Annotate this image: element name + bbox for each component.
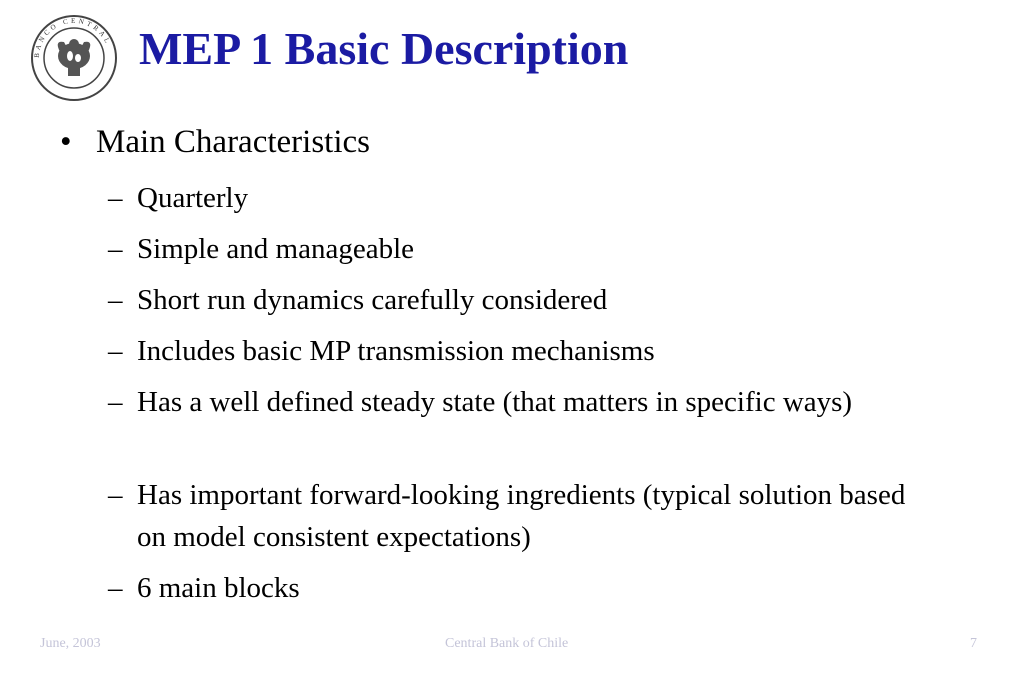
sub-item (108, 279, 937, 321)
sub-item-text: Includes basic MP transmission mechanisms (137, 335, 655, 367)
dash-symbol: – (108, 284, 123, 316)
main-bullet-label: Main Characteristics (96, 124, 370, 160)
bank-seal-logo (30, 14, 118, 102)
sub-item (108, 474, 937, 558)
sub-item-text: Short run dynamics carefully considered (137, 284, 608, 316)
sub-item-text: 6 main blocks (137, 572, 300, 604)
bullet-symbol: • (60, 124, 72, 160)
sub-item-text: Quarterly (137, 182, 249, 214)
footer-date: June, 2003 (40, 636, 101, 651)
sub-item-text: Has important forward-looking ingredients (typical solution based on model consistent expectations) (137, 479, 906, 553)
dash-symbol: – (108, 479, 123, 511)
sub-item (108, 330, 937, 372)
sub-item (108, 177, 937, 219)
dash-symbol: – (108, 572, 123, 604)
sub-item (108, 381, 937, 423)
svg-text:BANCO CENTRAL: BANCO CENTRAL (32, 16, 113, 59)
footer-center: Central Bank of Chile (445, 636, 569, 651)
slide-title: MEP 1 Basic Description (139, 23, 629, 74)
sub-item (108, 228, 937, 270)
footer-page-number: 7 (970, 636, 977, 651)
dash-symbol: – (108, 182, 123, 214)
sub-item-text: Has a well defined steady state (that matters in specific ways) (137, 386, 853, 418)
dash-symbol: – (108, 233, 123, 265)
dash-symbol: – (108, 335, 123, 367)
main-bullet (60, 124, 370, 161)
sub-item (108, 567, 937, 609)
dash-symbol: – (108, 386, 123, 418)
sub-item-text: Simple and manageable (137, 233, 415, 265)
